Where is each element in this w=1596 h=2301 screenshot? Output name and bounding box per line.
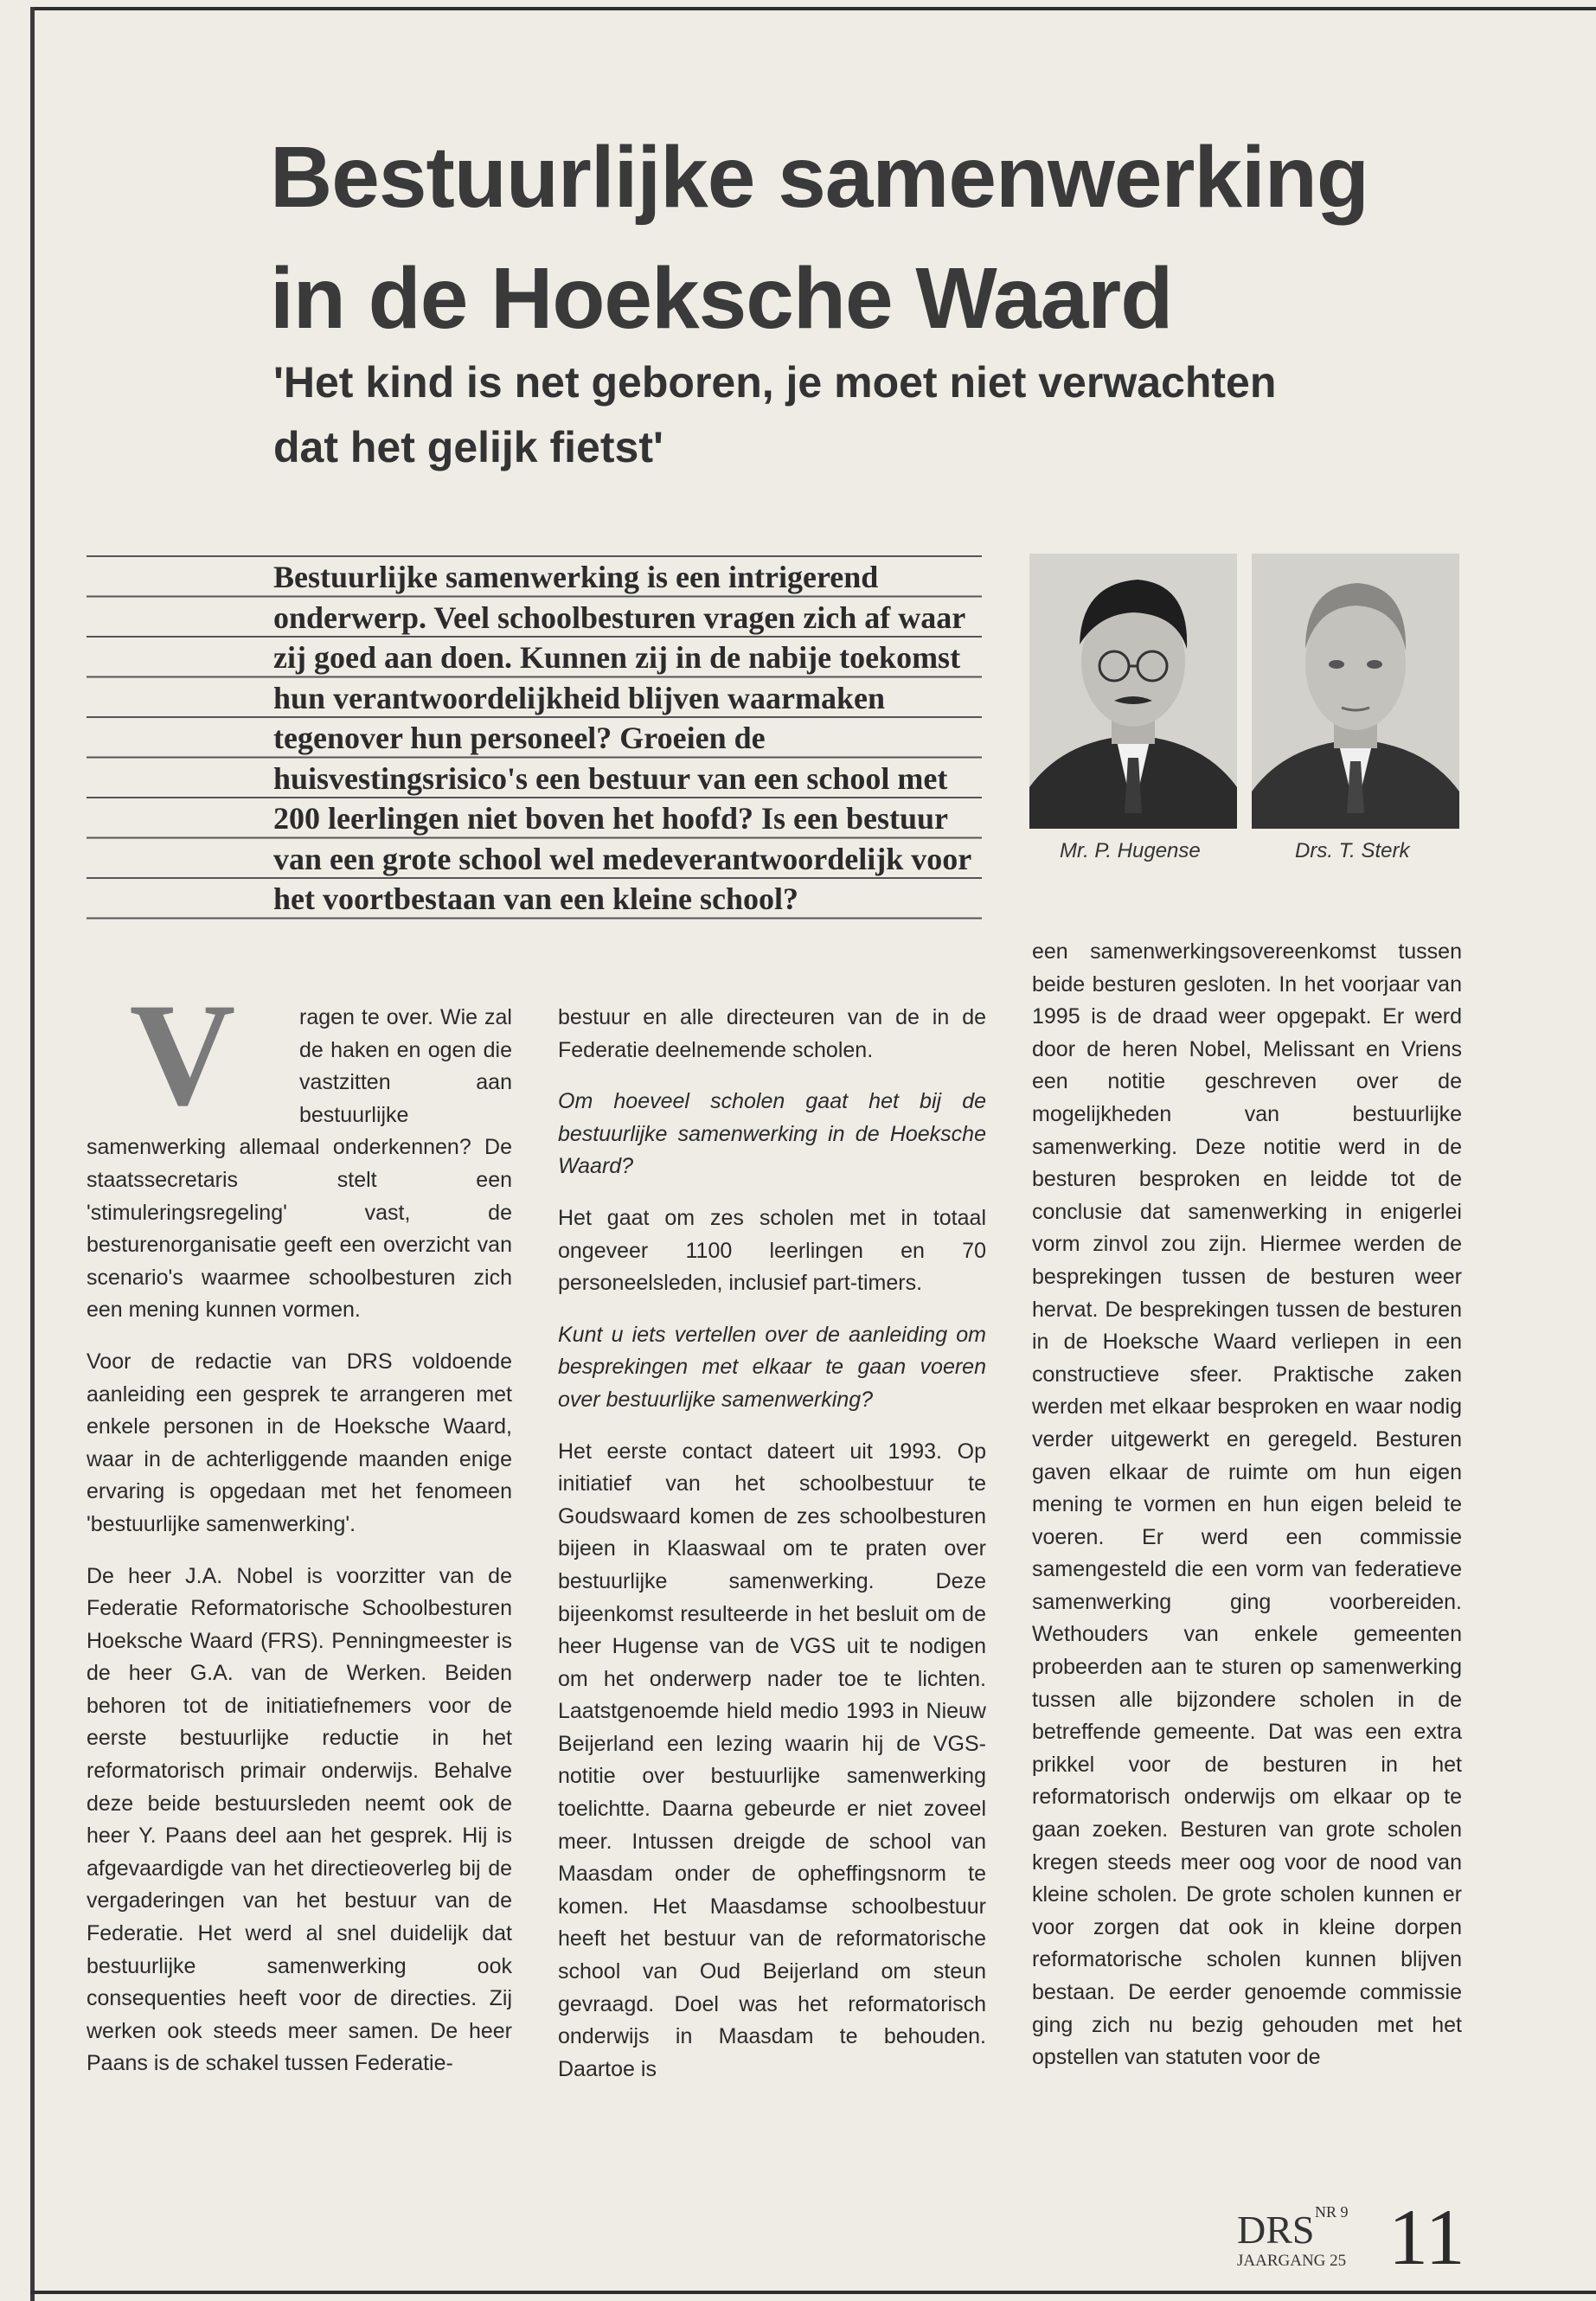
page-number: 11 (1388, 2193, 1465, 2281)
paragraph (87, 973, 512, 1327)
subtitle-line-2: dat het gelijk fietst' (273, 423, 663, 471)
volume-label: JAARGANG 25 (1237, 2252, 1347, 2270)
drop-cap: V (129, 973, 236, 1136)
caption-sterk: Drs. T. Sterk (1295, 839, 1410, 862)
paragraph: Het eerste contact dateert uit 1993. Op initiatief van het schoolbestuur te Goudswaard komen de zes schoolbesturen bijeen in Klaaswaal om te praten over bestuurlijke samenwerking. Deze bijeenkomst resulteerde in het besluit om de heer Hugense van de VGS uit te nodigen om het onderwerp nader toe te lichten. Laatstgenoemde hield medio 1993 in Nieuw Beijerland een lezing waarin hij de VGS-notitie over bestuurlijke samenwerking toelichtte. Daarna gebeurde er niet zoveel meer. Intussen dreigde de school van Maasdam onder de opheffingsnorm te komen. Het Maasdamse schoolbestuur heeft het bestuur van de reformatorische school van Oud Beijerland om steun gevraagd. Doel was het reformatorisch onderwijs in Maasdam te behouden. Daartoe is (558, 1439, 986, 2081)
intro-text: Bestuurlijke samenwerking is een intrigerend onderwerp. Veel schoolbesturen vragen zich af waar zij goed aan doen. Kunnen zij in de nabije toekomst hun verantwoordelijkheid blijven waarmaken tegenover hun personeel? Groeien de huisvestingsrisico's een bestuur van een school met 200 leerlingen niet boven het hoofd? Is een bestuur van een grote school wel medeverantwoordelijk voor het voortbestaan van een kleine school? (273, 560, 971, 916)
portrait-sterk (1252, 554, 1459, 829)
article-title (270, 117, 1368, 359)
paragraph: bestuur en alle directeuren van de in de Federatie deelnemende scholen. (558, 1005, 986, 1062)
magazine-name: DRS (1237, 2208, 1315, 2252)
article-column-2 (558, 1002, 986, 2105)
article-column-3 (1032, 936, 1462, 2093)
page-edge-left (30, 7, 35, 2301)
page-edge-bottom (30, 2291, 1596, 2294)
portrait-sterk-image (1252, 554, 1459, 829)
paragraph: een samenwerkingsovereenkomst tussen beide besturen gesloten. In het voorjaar van 1995 is de draad weer opgepakt. Er werd door de heren Nobel, Melissant en Vriens een notitie geschreven over de mogelijkheden van bestuurlijke samenwerking. Deze notitie werd in de besturen besproken en leidde tot de conclusie dat samenwerking in enigerlei vorm zinvol zou zijn. Hiermee werden de besprekingen tussen de besturen weer hervat. De besprekingen tussen de besturen in de Hoeksche Waard verliepen in een constructieve sfeer. Praktische zaken werden met elkaar besproken en waar nodig verder uitgewerkt en geregeld. Besturen gaven elkaar de ruimte om hun eigen mening te vormen en hun eigen beleid te voeren. Er werd een commissie samengesteld die een vorm van federatieve samenwerking ging voorbereiden. Wethouders van enkele gemeenten probeerden aan te sturen op samenwerking tussen alle bijzondere scholen in de betreffende gemeente. Dat was een extra prikkel voor de besturen in het reformatorisch onderwijs om elkaar op te gaan zoeken. Besturen van grote scholen kregen steeds meer oog voor de nood van kleine scholen. De grote scholen kunnen er voor zorgen dat ook in kleine dorpen reformatorische scholen kunnen blijven bestaan. De eerder genoemde commissie ging zich nu bezig gehouden met het opstellen van statuten voor de (1032, 939, 1462, 2070)
interview-question: Kunt u iets vertellen over de aanleiding om besprekingen met elkaar te gaan voeren over bestuurlijke samenwerking? (558, 1322, 986, 1412)
page-footer (1237, 2193, 1465, 2288)
issue-number: NR 9 (1315, 2203, 1349, 2221)
article-subtitle (273, 350, 1276, 480)
paragraph-text: ragen te over. Wie zal de haken en ogen die vastzitten aan bestuurlijke samenwerking allemaal onderkennen? De staatssecretaris stelt een 'stimuleringsregeling' vast, de besturenorganisatie geeft een overzicht van scenario's waarmee schoolbesturen zich een mening kunnen vormen. (87, 1005, 512, 1323)
intro-lead (87, 555, 982, 920)
interview-question: Om hoeveel scholen gaat het bij de bestuurlijke samenwerking in de Hoeksche Waard? (558, 1089, 986, 1179)
paragraph: Voor de redactie van DRS voldoende aanleiding een gesprek te arrangeren met enkele personen in de Hoeksche Waard, waar in de achterliggende maanden enige ervaring is opgedaan met het fenomeen 'bestuurlijke samenwerking'. (87, 1349, 512, 1536)
caption-hugense: Mr. P. Hugense (1060, 839, 1201, 862)
paragraph: De heer J.A. Nobel is voorzitter van de Federatie Reformatorische Schoolbesturen Hoeksche Waard (FRS). Penningmeester is de heer G.A. van de Werken. Beiden behoren tot de initiatiefnemers voor de eerste bestuurlijke reductie in het reformatorisch primair onderwijs. Behalve deze beide bestuursleden neemt ook de heer Y. Paans deel aan het gesprek. Hij is afgevaardigde van het directieoverleg bij de vergaderingen van het bestuur van de Federatie. Het werd al snel duidelijk dat bestuurlijke samenwerking ook consequenties heeft voor de directies. Zij werken ook steeds meer samen. De heer Paans is de schakel tussen Federatie- (87, 1563, 512, 2076)
portrait-hugense-image (1029, 554, 1237, 829)
subtitle-line-1: 'Het kind is net geboren, je moet niet verwachten (273, 358, 1277, 407)
page-edge-top (30, 7, 1596, 10)
article-column-1 (87, 973, 512, 2099)
portrait-hugense (1029, 554, 1237, 829)
title-line-2: in de Hoeksche Waard (270, 250, 1173, 347)
title-line-1: Bestuurlijke samenwerking (270, 129, 1368, 226)
paragraph: Het gaat om zes scholen met in totaal ongeveer 1100 leerlingen en 70 personeelsleden, inclusief part-timers. (558, 1205, 986, 1296)
